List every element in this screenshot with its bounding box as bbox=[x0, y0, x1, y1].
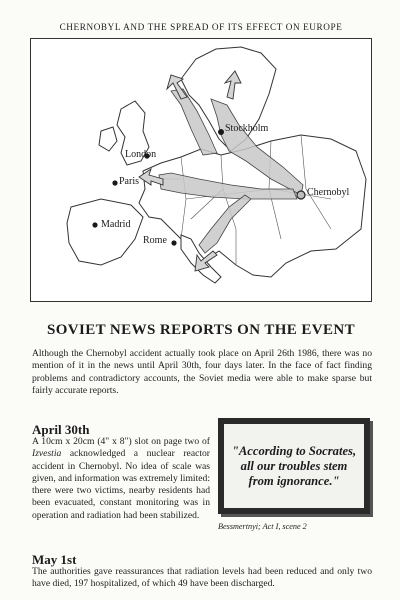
label-rome: Rome bbox=[143, 235, 167, 246]
quote-box bbox=[218, 418, 370, 514]
paris-marker bbox=[112, 180, 117, 185]
europe-map bbox=[30, 38, 372, 302]
april-30-text-end: acknowledged a nuclear reactor accident in Chernobyl. No idea of scale was given, and information was extremely limited: there were two victims, nearby residents had been evacuated, constant monitoring was in operation and radiation had been stabilized. bbox=[32, 448, 210, 521]
date-heading-april-30: April 30th bbox=[32, 422, 90, 437]
april-30-text-start: A 10cm x 20cm (4" x 8") slot on page two of bbox=[32, 436, 210, 447]
ireland-landmass bbox=[99, 127, 117, 151]
date-heading-may-1: May 1st bbox=[32, 552, 77, 567]
newspaper-name: Izvestia bbox=[32, 448, 62, 460]
chernobyl-marker bbox=[297, 191, 305, 199]
europe-map-drawing bbox=[31, 39, 371, 301]
may-1-paragraph: The authorities gave reassurances that radiation levels had been reduced and only two have died, 197 hospitalized, of which 49 have been discharged. bbox=[32, 566, 372, 590]
stockholm-marker bbox=[218, 129, 224, 135]
label-paris: Paris bbox=[119, 176, 139, 187]
rome-marker bbox=[171, 240, 176, 245]
april-30-paragraph bbox=[32, 436, 210, 522]
label-chernobyl: Chernobyl bbox=[307, 187, 350, 198]
quote-text: "According to Socrates, all our troubles stem from ignorance." bbox=[231, 443, 357, 488]
label-london: London bbox=[125, 149, 157, 160]
map-title: CHERNOBYL AND THE SPREAD OF ITS EFFECT ON EUROPE bbox=[59, 22, 343, 32]
section-heading: SOVIET NEWS REPORTS ON THE EVENT bbox=[46, 322, 356, 338]
intro-paragraph: Although the Chernobyl accident actually took place on April 26th 1986, there was no mention of it in the news until April 30th, four days later. In the face of fact finding problems and contradictory accounts, the Soviet media were able to make sparse but fairly accurate reports. bbox=[32, 348, 372, 397]
quote-panel bbox=[224, 424, 364, 508]
iberia-landmass bbox=[67, 199, 143, 265]
label-stockholm: Stockholm bbox=[225, 123, 269, 134]
quote-caption: Bessmertnyi; Act I, scene 2 bbox=[218, 522, 307, 531]
madrid-marker bbox=[92, 222, 97, 227]
label-madrid: Madrid bbox=[101, 219, 131, 230]
